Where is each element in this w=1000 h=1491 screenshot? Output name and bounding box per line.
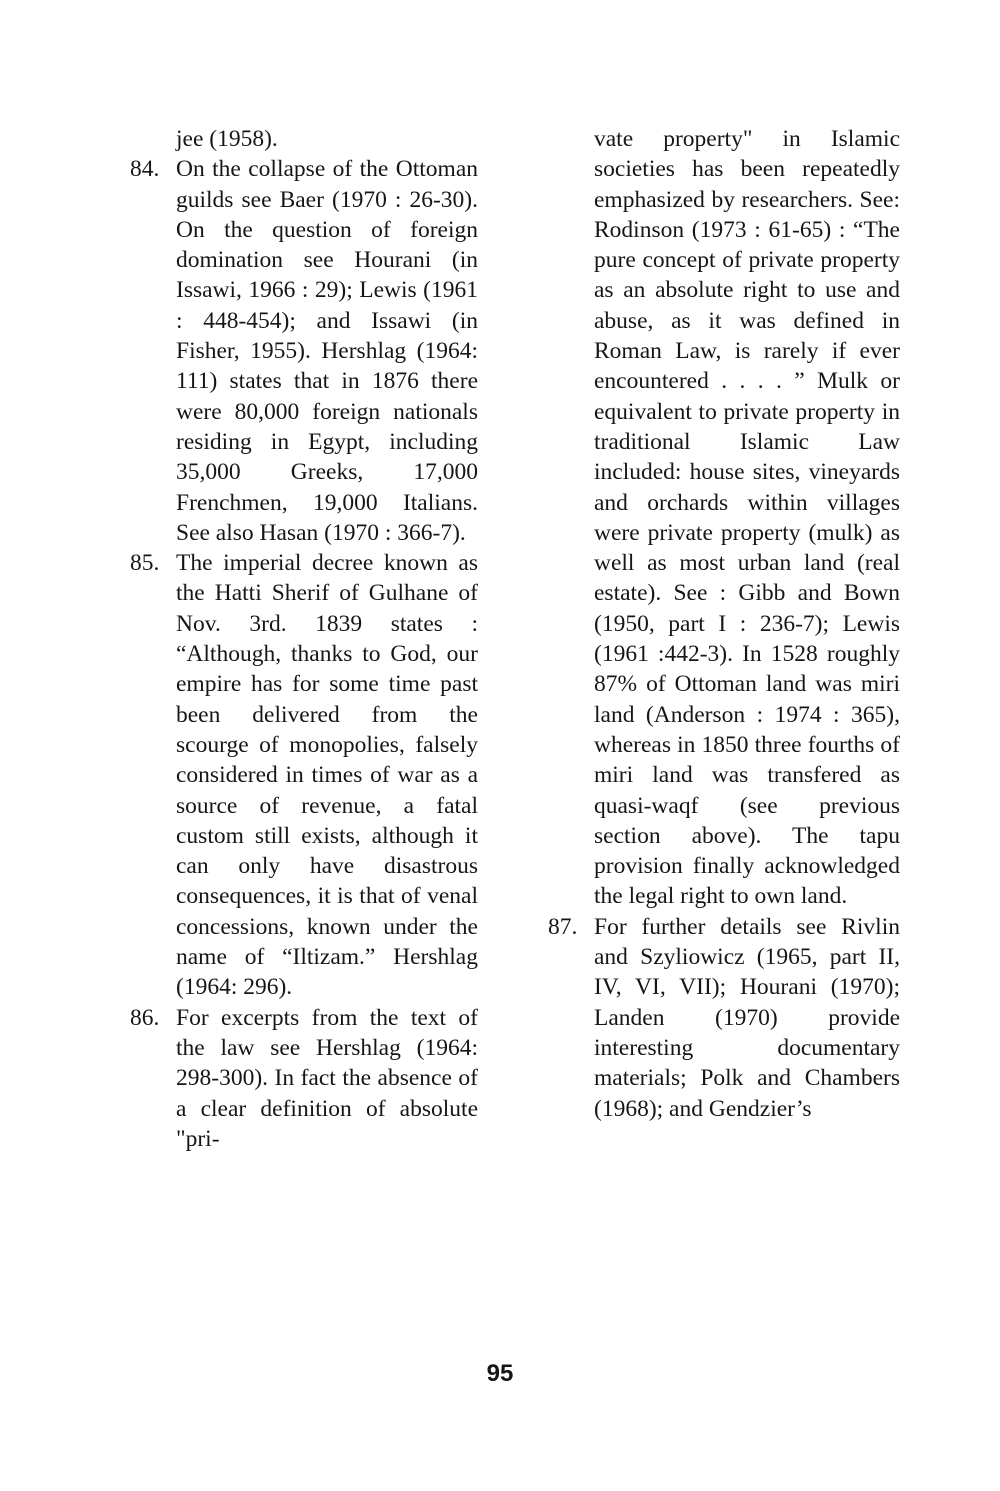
footnote-text: For further details see Rivlin and Szyliowicz (1965, part II, IV, VI, VII); Hourani (1970); Landen (1970) provide interesting documentary materials; Polk and Chambers (1968); and Gendzier’s <box>594 913 900 1122</box>
note-continuation: jee (1958). <box>176 126 278 152</box>
footnote-85 <box>130 548 478 1002</box>
footnote-number: 87. <box>548 913 578 940</box>
page-number: 95 <box>486 1360 514 1387</box>
footnote-87 <box>548 912 900 1124</box>
footnote-86 <box>130 1003 478 1154</box>
footnote-text: On the collapse of the Ottoman guilds see Baer (1970 : 26-30). On the question of foreign domination see Hourani (in Issawi, 1966 : 29); Lewis (1961 : 448-454); and Issawi (in Fisher, 1955). Hershlag (1964: 111) states that in 1876 there were 80,000 foreign nationals residing in Egypt, including 35,000 Greeks, 17,000 Frenchmen, 19,000 Italians. See also Hasan (1970 : 366-7). <box>176 156 478 546</box>
footnote-text: The imperial decree known as the Hatti Sherif of Gulhane of Nov. 3rd. 1839 states : “Although, thanks to God, our empire has for some time past been delivered from the scourge of monopolies, falsely considered in times of war as a source of revenue, a fatal custom still exists, although it can only have disastrous consequences, it is that of venal concessions, known under the name of “Iltizam.” Hershlag (1964: 296). <box>176 550 478 1001</box>
footnote-number: 85. <box>130 550 160 577</box>
note-continuation: vate property" in Islamic societies has been repeatedly emphasized by researchers. See: Rodinson (1973 : 61-65) : “The pure concept of private property as an absolute right to use and abuse, as it was defined in Roman Law, is rarely if ever encountered . . . . ” Mulk or equivalent to private property in traditional Islamic Law included: house sites, vineyards and orchards within villages were private property (mulk) as well as most urban land (real estate). See : Gibb and Bown (1950, part I : 236-7); Lewis (1961 :442-3). In 1528 roughly 87% of Ottoman land was miri land (Anderson : 1974 : 365), whereas in 1850 three fourths of miri land was transfered as quasi-waqf (see previous section above). The tapu provision finally acknowledged the legal right to own land. <box>594 126 900 910</box>
footnote-number: 86. <box>130 1004 160 1031</box>
footnote-text: For excerpts from the text of the law see Hershlag (1964: 298-300). In fact the absence of a clear definition of absolute "pri- <box>176 1004 478 1152</box>
footnote-number: 84. <box>130 156 160 183</box>
right-column <box>548 124 900 1124</box>
footnote-84 <box>130 154 478 548</box>
left-column <box>130 124 478 1154</box>
